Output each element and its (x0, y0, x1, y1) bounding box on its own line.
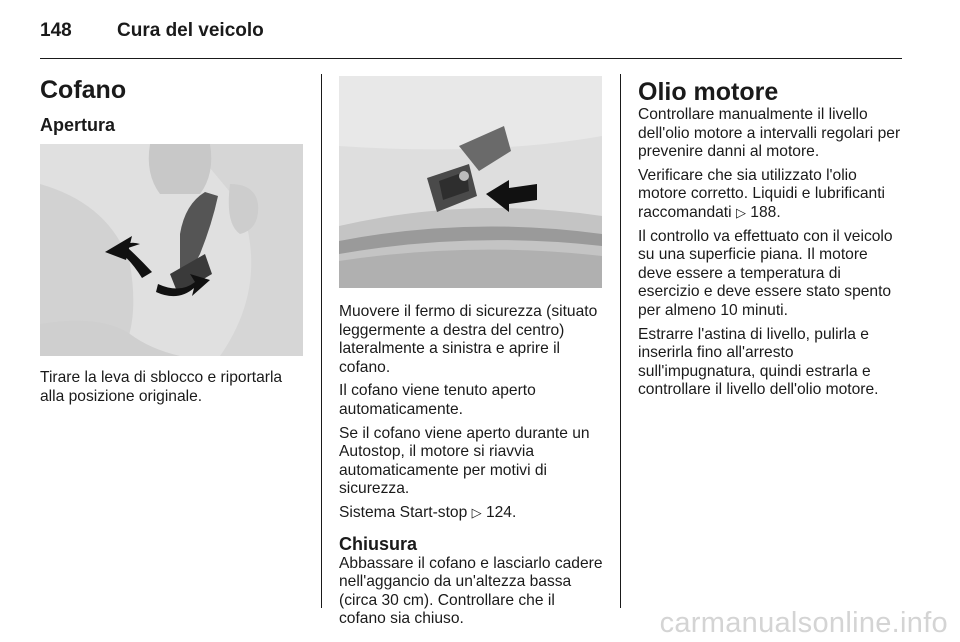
opening-subtitle: Apertura (40, 115, 116, 135)
start-stop-text: Sistema Start-stop (339, 503, 468, 521)
column-divider-right (620, 74, 621, 608)
oil-type-text: Verificare che sia utilizzato l'olio motore corretto. Liquidi e lubrificanti raccomandati (638, 166, 886, 221)
page-reference-icon: ▷ (735, 204, 746, 220)
closing-subtitle: Chiusura (339, 533, 418, 554)
autostop-paragraph: Se il cofano viene aperto durante un Autostop, il motore si riavvia automaticamente per motivi di sicurezza. (339, 424, 590, 498)
column-divider-left (321, 74, 322, 608)
start-stop-page: 124. (485, 503, 517, 521)
dipstick-paragraph: Estrarre l'astina di livello, pulirla e inserirla fino all'arresto sull'impugnatura, quindi estrarla e controllare il livello dell'olio motore. (638, 325, 879, 399)
release-caption: Tirare la leva di sblocco e riportarla alla posizione originale. (40, 369, 283, 405)
left-caption-block (40, 369, 304, 411)
engine-oil-title: Olio motore (638, 78, 779, 106)
closing-paragraph: Abbassare il cofano e lasciarlo cadere nell'aggancio da un'altezza bassa (circa 30 cm). Controllare che il cofano sia chiuso. (339, 554, 603, 628)
left-column (40, 76, 304, 136)
header-rule (40, 58, 902, 59)
hood-title: Cofano (40, 76, 127, 104)
right-column (638, 78, 904, 405)
page-number: 148 (40, 20, 72, 41)
hood-release-lever-illustration (40, 144, 303, 356)
safety-catch-paragraph: Muovere il fermo di sicurezza (situato leggermente a destra del centro) lateralmente a sinistra e aprire il cofano. (339, 303, 598, 376)
oil-type-paragraph (638, 167, 904, 223)
middle-column (339, 303, 605, 634)
oil-check-paragraph: Controllare manualmente il livello dell'olio motore a intervalli regolari per prevenire danni al motore. (638, 106, 901, 161)
section-title: Cura del veicolo (117, 20, 264, 41)
start-stop-reference (339, 504, 605, 523)
safety-catch-illustration (339, 76, 602, 288)
page-reference-icon: ▷ (471, 504, 482, 520)
oil-type-page: 188. (750, 203, 781, 221)
oil-conditions-paragraph: Il controllo va effettuato con il veicolo su una superficie piana. Il motore deve essere a temperatura di esercizio e deve essere stato spento per almeno 10 minuti. (638, 227, 893, 319)
auto-open-paragraph: Il cofano viene tenuto aperto automaticamente. (339, 382, 536, 418)
site-watermark: carmanualsonline.info (659, 607, 948, 639)
